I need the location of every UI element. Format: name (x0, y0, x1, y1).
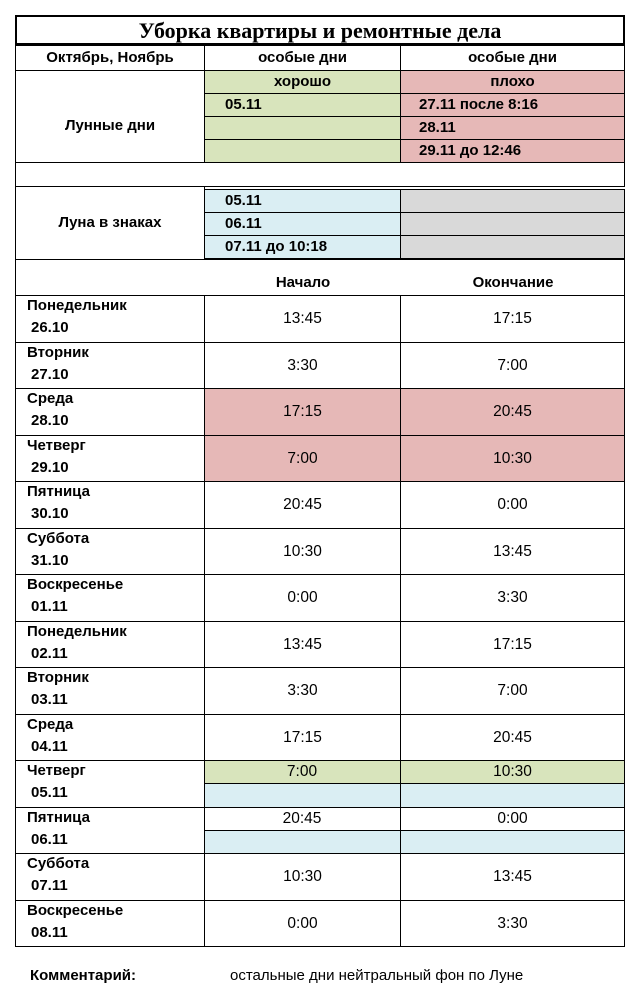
schedule-end-time: 0:00 (497, 809, 528, 827)
schedule-start-time: 7:00 (287, 449, 318, 467)
header-special-good-cell (204, 45, 401, 71)
schedule-start-time: 7:00 (286, 763, 318, 780)
schedule-start-time: 0:00 (287, 914, 318, 932)
schedule-day-cell (15, 807, 205, 855)
schedule-start-time: 17:15 (283, 403, 322, 420)
schedule-start-sign-cell (204, 830, 401, 855)
comment-text: остальные дни нейтральный фон по Луне (230, 967, 524, 984)
header-period-cell (15, 45, 205, 71)
schedule-day-cell (15, 714, 205, 762)
schedule-start-time: 17:15 (283, 728, 322, 746)
schedule-day-cell (15, 528, 205, 576)
comment-label: Комментарий: (30, 967, 137, 984)
schedule-start-time: 10:30 (283, 542, 322, 560)
schedule-day-name: Пятница (27, 483, 90, 500)
schedule-day-name: Воскресенье (27, 576, 124, 593)
lunar-good-1-text: 05.11 (225, 96, 262, 113)
lunar-bad-1-text: 27.11 после 8:16 (419, 96, 539, 113)
schedule-start-time: 10:30 (283, 868, 322, 885)
schedule-end-cell (400, 621, 625, 669)
schedule-date: 29.10 (31, 458, 69, 476)
lunar-bad-2 (400, 116, 625, 140)
schedule-date: 30.10 (31, 505, 69, 522)
schedule-day-name: Понедельник (27, 297, 127, 314)
schedule-day-name: Суббота (27, 855, 90, 872)
schedule-start-time: 3:30 (287, 682, 318, 699)
schedule-end-sign-cell (400, 783, 625, 808)
schedule-day-name: Суббота (27, 529, 90, 547)
header-special-days-bad: особые дни (468, 49, 557, 66)
moon-signs-label-cell (15, 186, 205, 260)
schedule-end-time: 17:15 (493, 310, 532, 327)
schedule-end-time: 13:45 (493, 868, 532, 885)
schedule-end-sign-cell (400, 830, 625, 855)
schedule-day-cell (15, 667, 205, 715)
schedule-start-time: 3:30 (287, 356, 318, 374)
moon-sign-3 (204, 235, 401, 259)
schedule-date: 07.11 (31, 877, 68, 894)
schedule-start-cell (204, 295, 401, 343)
schedule-day-name: Вторник (27, 669, 89, 686)
schedule-day-name: Среда (27, 390, 74, 407)
schedule-date: 26.10 (31, 319, 69, 336)
schedule-end-cell (400, 667, 625, 715)
schedule-start-time: 20:45 (283, 496, 322, 513)
schedule-end-time: 3:30 (497, 914, 528, 932)
schedule-start-cell (204, 435, 401, 483)
schedule-end-time: 10:30 (493, 763, 532, 780)
page-title: Уборка квартиры и ремонтные дела (15, 15, 625, 45)
schedule-start-cell (204, 621, 401, 669)
schedule-date: 05.11 (31, 784, 68, 801)
schedule-end-time: 10:30 (493, 449, 532, 467)
schedule-start-header: Начало (275, 274, 331, 291)
schedule-day-name: Четверг (27, 436, 86, 454)
schedule-start-cell (204, 900, 401, 948)
schedule-day-cell (15, 760, 205, 808)
schedule-day-cell (15, 481, 205, 529)
schedule-day-cell (15, 853, 205, 901)
header-special-bad-cell (400, 45, 625, 71)
schedule-end-cell (400, 574, 625, 622)
moon-sign-3-text: 07.11 до 10:18 (225, 238, 328, 255)
lunar-days-label: Лунные дни (64, 117, 156, 134)
schedule-end-time: 3:30 (497, 589, 528, 606)
schedule-day-cell (15, 295, 205, 343)
schedule-start-cell (204, 342, 401, 390)
lunar-bad-3-text: 29.11 до 12:46 (419, 142, 522, 159)
moon-sign-2 (204, 212, 401, 236)
lunar-days-label-cell (15, 93, 205, 163)
lunar-bad-1 (400, 93, 625, 117)
moon-sign-1 (204, 189, 401, 213)
schedule-end-time: 13:45 (493, 542, 532, 560)
lunar-good-1 (204, 93, 401, 117)
lunar-good-3 (204, 139, 401, 163)
schedule-day-cell (15, 900, 205, 948)
spacer-row (15, 162, 625, 187)
schedule-date: 03.11 (31, 691, 68, 708)
schedule-day-name: Вторник (27, 343, 89, 361)
schedule-date: 27.10 (31, 365, 69, 383)
schedule-end-time: 7:00 (497, 356, 528, 374)
moon-sign-bad-1 (400, 189, 625, 213)
moon-sign-bad-3 (400, 235, 625, 259)
schedule-date: 02.11 (31, 644, 68, 662)
schedule-day-name: Четверг (27, 762, 86, 779)
schedule-start-cell (204, 528, 401, 576)
schedule-day-name: Среда (27, 715, 74, 733)
schedule-end-time: 0:00 (497, 496, 528, 513)
schedule-end-cell (400, 435, 625, 483)
schedule-end-cell (400, 388, 625, 436)
schedule-day-name: Воскресенье (27, 901, 124, 919)
schedule-start-cell (204, 853, 401, 901)
moon-sign-2-text: 06.11 (225, 215, 262, 232)
schedule-date: 04.11 (31, 737, 68, 755)
lunar-good-2 (204, 116, 401, 140)
schedule-end-cell (400, 714, 625, 762)
good-header-cell (204, 70, 401, 94)
schedule-end-time: 17:15 (493, 635, 532, 653)
schedule-date: 01.11 (31, 598, 68, 615)
schedule-start-time: 13:45 (283, 310, 322, 327)
schedule-end-time: 20:45 (493, 728, 532, 746)
schedule-day-cell (15, 342, 205, 390)
header-special-days-good: особые дни (258, 49, 347, 66)
lunar-bad-3 (400, 139, 625, 163)
schedule-end-cell (400, 295, 625, 343)
schedule-end-cell (400, 900, 625, 948)
schedule-start-cell (204, 667, 401, 715)
schedule-header-row (15, 259, 625, 296)
schedule-end-cell (400, 528, 625, 576)
bad-label: плохо (490, 73, 535, 90)
schedule-day-cell (15, 621, 205, 669)
schedule-date: 06.11 (31, 830, 68, 848)
moon-sign-1-text: 05.11 (225, 192, 262, 209)
schedule-date: 08.11 (31, 923, 68, 941)
good-label: хорошо (273, 73, 332, 90)
schedule-day-cell (15, 435, 205, 483)
schedule-start-time: 0:00 (287, 589, 318, 606)
schedule-end-cell (400, 853, 625, 901)
schedule-date: 28.10 (31, 412, 69, 429)
lunar-bad-2-text: 28.11 (419, 119, 456, 136)
schedule-date: 31.10 (31, 551, 69, 569)
schedule-end-header: Окончание (472, 274, 554, 291)
bad-header-cell (400, 70, 625, 94)
lunar-label-top (15, 70, 205, 94)
schedule-start-cell (204, 574, 401, 622)
schedule-day-name: Понедельник (27, 622, 127, 640)
schedule-start-sign-cell (204, 783, 401, 808)
schedule-end-time: 20:45 (493, 403, 532, 420)
schedule-end-cell (400, 481, 625, 529)
schedule-end-time: 7:00 (497, 682, 528, 699)
schedule-start-time: 20:45 (282, 809, 322, 827)
schedule-day-cell (15, 574, 205, 622)
header-period: Октябрь, Ноябрь (46, 49, 174, 66)
schedule-start-cell (204, 481, 401, 529)
schedule-start-cell (204, 388, 401, 436)
moon-signs-label: Луна в знаках (58, 214, 162, 231)
schedule-start-cell (204, 714, 401, 762)
schedule-start-time: 13:45 (283, 635, 322, 653)
schedule-end-cell (400, 342, 625, 390)
schedule-day-name: Пятница (27, 808, 90, 826)
schedule-day-cell (15, 388, 205, 436)
moon-sign-bad-2 (400, 212, 625, 236)
